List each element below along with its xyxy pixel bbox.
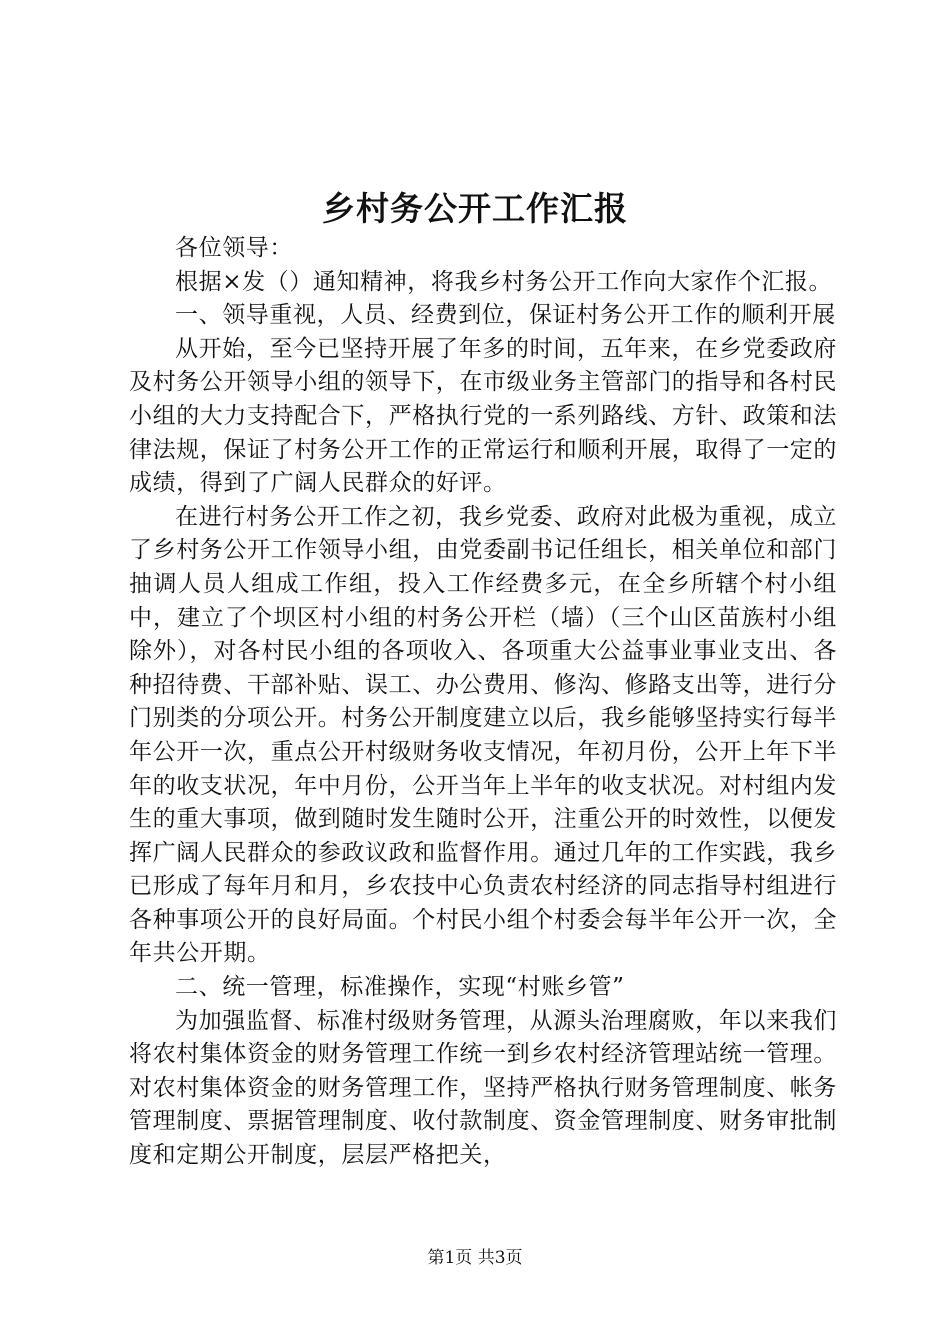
intro-paragraph: 根据×发（）通知精神，将我乡村务公开工作向大家作个汇报。 — [175, 268, 833, 295]
document-body — [129, 232, 837, 1173]
body-paragraph: 从开始，至今已坚持开展了年多的时间，五年来，在乡党委政府及村务公开领导小组的领导下，在市级业务主管部门的指导和各村民小组的大力支持配合下，严格执行党的一系列路线、方针、政策和法律法规，保证了村务公开工作的正常运行和顺利开展，取得了一定的成绩，得到了广阔人民群众的好评。 — [129, 335, 837, 497]
section-heading-1: 一、领导重视，人员、经费到位，保证村务公开工作的顺利开展 — [175, 302, 836, 329]
document-title: 乡村务公开工作汇报 — [322, 189, 628, 228]
salutation: 各位领导： — [175, 235, 293, 261]
body-paragraph: 为加强监督、标准村级财务管理，从源头治理腐败，年以来我们将农村集体资金的财务管理工作统一到乡农村经济管理站统一管理。对农村集体资金的财务管理工作，坚持严格执行财务管理制度、帐务管理制度、票据管理制度、收付款制度、资金管理制度、财务审批制度和定期公开制度，层层严格把关， — [129, 1007, 837, 1169]
body-paragraph: 在进行村务公开工作之初，我乡党委、政府对此极为重视，成立了乡村务公开工作领导小组，由党委副书记任组长，相关单位和部门抽调人员人组成工作组，投入工作经费多元，在全乡所辖个村小组中，建立了个坝区村小组的村务公开栏（墙）（三个山区苗族村小组除外），对各村民小组的各项收入、各项重大公益事业事业支出、各种招待费、干部补贴、误工、办公费用、修沟、修路支出等，进行分门别类的分项公开。村务公开制度建立以后，我乡能够坚持实行每半年公开一次，重点公开村级财务收支情况，年初月份，公开上年下半年的收支状况，年中月份，公开当年上半年的收支状况。对村组内发生的重大事项，做到随时发生随时公开，注重公开的时效性，以便发挥广阔人民群众的参政议政和监督作用。通过几年的工作实践，我乡已形成了每年月和月，乡农技中心负责农村经济的同志指导村组进行各种事项公开的良好局面。个村民小组个村委会每半年公开一次，全年共公开期。 — [129, 503, 837, 967]
section-heading-2: 二、统一管理，标准操作，实现“村账乡管” — [175, 974, 625, 1001]
page-number-footer: 第1页 共3页 — [427, 1248, 523, 1268]
